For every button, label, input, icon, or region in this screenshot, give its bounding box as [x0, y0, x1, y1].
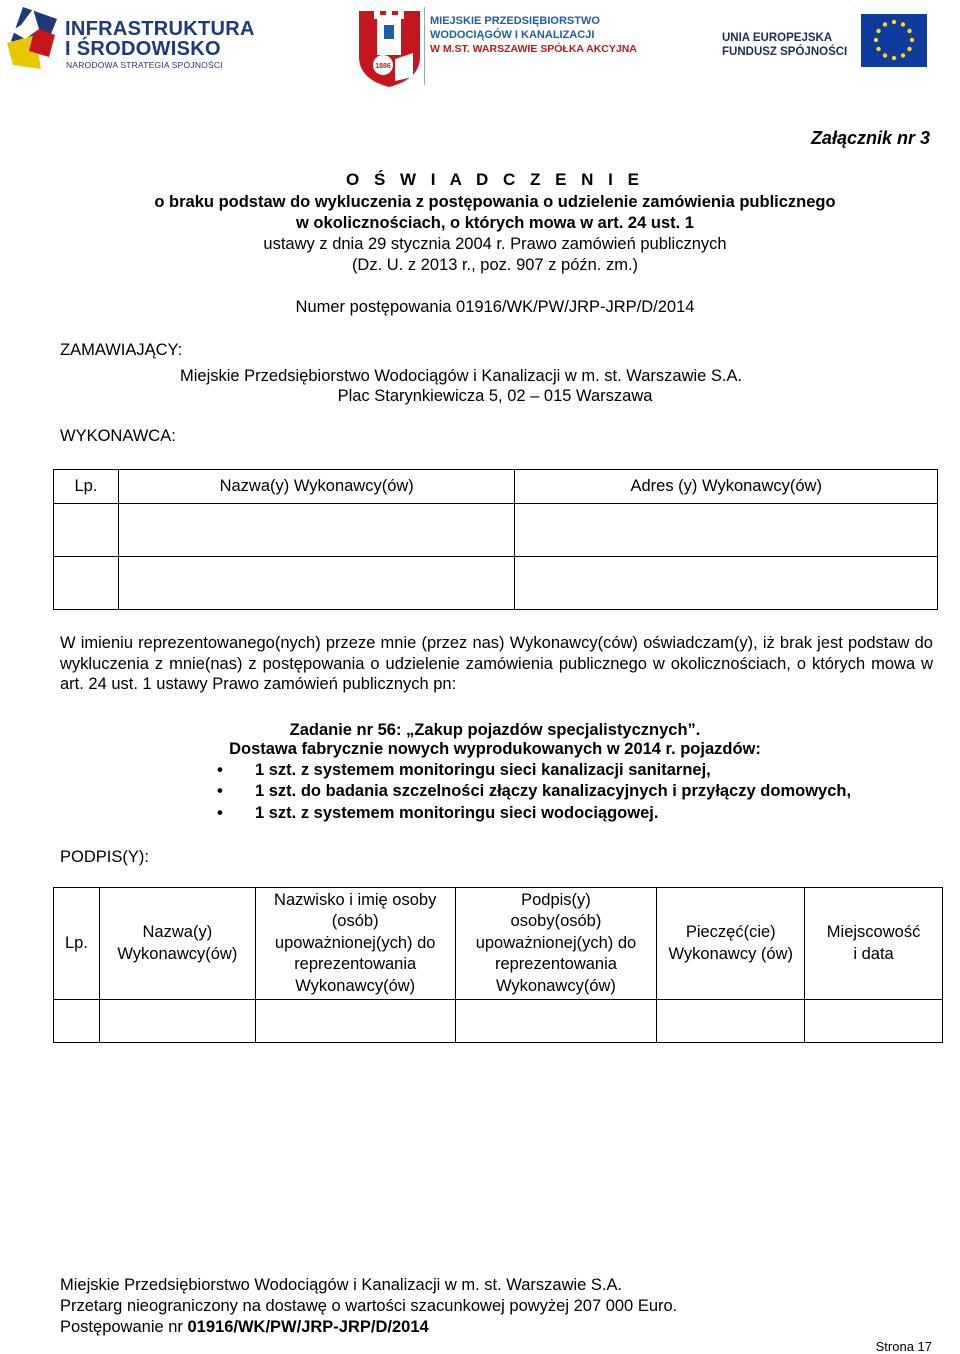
header-lp — [54, 888, 100, 1000]
header-line: i data — [853, 944, 894, 963]
cell-address[interactable] — [515, 504, 938, 557]
contractor-table — [53, 469, 938, 610]
header-line: upoważnionej(ych) do — [274, 933, 436, 952]
zamawiajacy-name: Miejskie Przedsiębiorstwo Wodociągów i Kanalizacji w m. st. Warszawie S.A. — [180, 367, 743, 385]
star-emblem-icon — [5, 5, 61, 71]
header-line: reprezentowania — [294, 955, 417, 974]
cell-place-date[interactable] — [805, 1000, 943, 1043]
task-bullet — [217, 782, 851, 801]
mpwik-name-line3: W M.ST. WARSZAWIE SPÓŁKA AKCYJNA — [430, 43, 637, 55]
bullet-icon: • — [217, 761, 223, 779]
eu-title: UNIA EUROPEJSKA — [722, 32, 833, 44]
cell-address[interactable] — [515, 557, 938, 610]
task-bullet — [217, 761, 711, 780]
header-line: osoby(osób) — [510, 912, 602, 931]
bullet-text: 1 szt. z systemem monitoringu sieci wodociągowej. — [255, 804, 659, 822]
task-bullet — [217, 804, 658, 823]
attachment-label: Załącznik nr 3 — [810, 128, 930, 148]
header-contractor-name — [99, 888, 255, 1000]
task-title: Zadanie nr 56: „Zakup pojazdów specjalistycznych”. — [289, 721, 701, 739]
law-reference-line1: ustawy z dnia 29 stycznia 2004 r. Prawo zamówień publicznych — [263, 235, 727, 253]
header-line: Wykonawcy(ów) — [495, 976, 616, 995]
document-subtitle-line1: o braku podstaw do wykluczenia z postępowania o udzielenie zamówienia publicznego — [154, 193, 836, 211]
cell-name[interactable] — [99, 1000, 255, 1043]
footer-case — [60, 1318, 429, 1337]
footer-tender: Przetarg nieograniczony na dostawę o wartości szacunkowej powyżej 207 000 Euro. — [60, 1297, 678, 1315]
header-line: Lp. — [64, 933, 88, 952]
bullet-text: 1 szt. do badania szczelności złączy kanalizacyjnych i przyłączy domowych, — [255, 782, 852, 800]
table-row — [54, 557, 938, 610]
bullet-icon: • — [217, 782, 223, 800]
zamawiajacy-address: Plac Starynkiewicza 5, 02 – 015 Warszawa — [337, 387, 653, 405]
mpwik-name-line2: WODOCIĄGÓW I KANALIZACJI — [430, 29, 595, 41]
header-representative-name — [255, 888, 455, 1000]
header-line: Wykonawcy (ów) — [668, 944, 794, 963]
case-number: Numer postępowania 01916/WK/PW/JRP-JRP/D/2014 — [295, 298, 695, 316]
header-place-date — [805, 888, 943, 1000]
cell-signature[interactable] — [455, 1000, 657, 1043]
cell-lp[interactable] — [54, 1000, 100, 1043]
cell-representative[interactable] — [255, 1000, 455, 1043]
footer-company: Miejskie Przedsiębiorstwo Wodociągów i Kanalizacji w m. st. Warszawie S.A. — [60, 1276, 623, 1294]
mpwik-crest — [357, 7, 422, 87]
logo-ie-title-line1: INFRASTRUKTURA — [65, 18, 255, 40]
header-contractor-name: Nazwa(y) Wykonawcy(ów) — [118, 470, 515, 504]
crest-year: 1886 — [375, 63, 391, 70]
logo-infrastruktura-i-srodowisko — [5, 5, 255, 70]
table-header-row — [54, 470, 938, 504]
cell-stamp[interactable] — [657, 1000, 805, 1043]
cell-name[interactable] — [118, 504, 515, 557]
signature-label: PODPIS(Y): — [60, 848, 149, 866]
signature-table — [53, 887, 943, 1043]
crest-tower-icon — [357, 7, 422, 89]
header-line: Wykonawcy(ów) — [295, 976, 416, 995]
logo-ie-subtitle: NARODOWA STRATEGIA SPÓJNOŚCI — [66, 60, 223, 70]
zamawiajacy-label: ZAMAWIAJĄCY: — [60, 341, 183, 359]
header-lp: Lp. — [54, 470, 119, 504]
eu-stars-icon — [861, 14, 927, 67]
footer-case-prefix: Postępowanie nr — [60, 1318, 188, 1336]
header-signature — [455, 888, 657, 1000]
table-row — [54, 1000, 943, 1043]
header-line: upoważnionej(ych) do — [475, 933, 637, 952]
cell-name[interactable] — [118, 557, 515, 610]
header-stamp — [657, 888, 805, 1000]
logo-divider — [424, 7, 425, 85]
cell-lp[interactable] — [54, 504, 119, 557]
logo-ie-title-line2: I ŚRODOWISKO — [65, 38, 221, 60]
eu-flag — [861, 14, 927, 67]
footer-case-number: 01916/WK/PW/JRP-JRP/D/2014 — [187, 1318, 429, 1336]
header-line: (osób) — [331, 912, 379, 931]
header-line: Miejscowość — [826, 923, 921, 941]
header-line: Nazwa(y) — [142, 923, 213, 941]
cell-lp[interactable] — [54, 557, 119, 610]
header-contractor-address: Adres (y) Wykonawcy(ów) — [515, 470, 938, 504]
document-title: O Ś W I A D C Z E N I E — [346, 170, 644, 189]
page-number: Strona 17 — [875, 1339, 932, 1354]
table-header-row — [54, 888, 943, 1000]
header-line: Pieczęć(cie) — [685, 923, 776, 941]
bullet-icon: • — [217, 804, 223, 822]
header-line: Nazwisko i imię osoby — [274, 890, 437, 909]
statement-paragraph: W imieniu reprezentowanego(nych) przeze mnie (przez nas) Wykonawcy(ców) oświadczam(y), iż brak jest podstaw do wykluczenia z mnie(nas) z postępowania o udzielenie zamówienia publicznego w okolicznościach, o których mowa w art. 24 ust. 1 ustawy Prawo zamówień publicznych pn: — [60, 634, 933, 693]
header-line: reprezentowania — [494, 955, 617, 974]
eu-fund: FUNDUSZ SPÓJNOŚCI — [722, 46, 848, 58]
table-row — [54, 504, 938, 557]
header-line: Podpis(y) — [521, 890, 591, 909]
bullet-text: 1 szt. z systemem monitoringu sieci kanalizacji sanitarnej, — [255, 761, 711, 779]
task-description: Dostawa fabrycznie nowych wyprodukowanych w 2014 r. pojazdów: — [229, 740, 761, 758]
wykonawca-label: WYKONAWCA: — [60, 427, 176, 445]
mpwik-name-line1: MIEJSKIE PRZEDSIĘBIORSTWO — [430, 15, 600, 27]
document-subtitle-line2: w okolicznościach, o których mowa w art. 24 ust. 1 — [296, 214, 694, 232]
law-reference-line2: (Dz. U. z 2013 r., poz. 907 z późn. zm.) — [351, 256, 639, 274]
header-line: Wykonawcy(ów) — [117, 944, 238, 963]
